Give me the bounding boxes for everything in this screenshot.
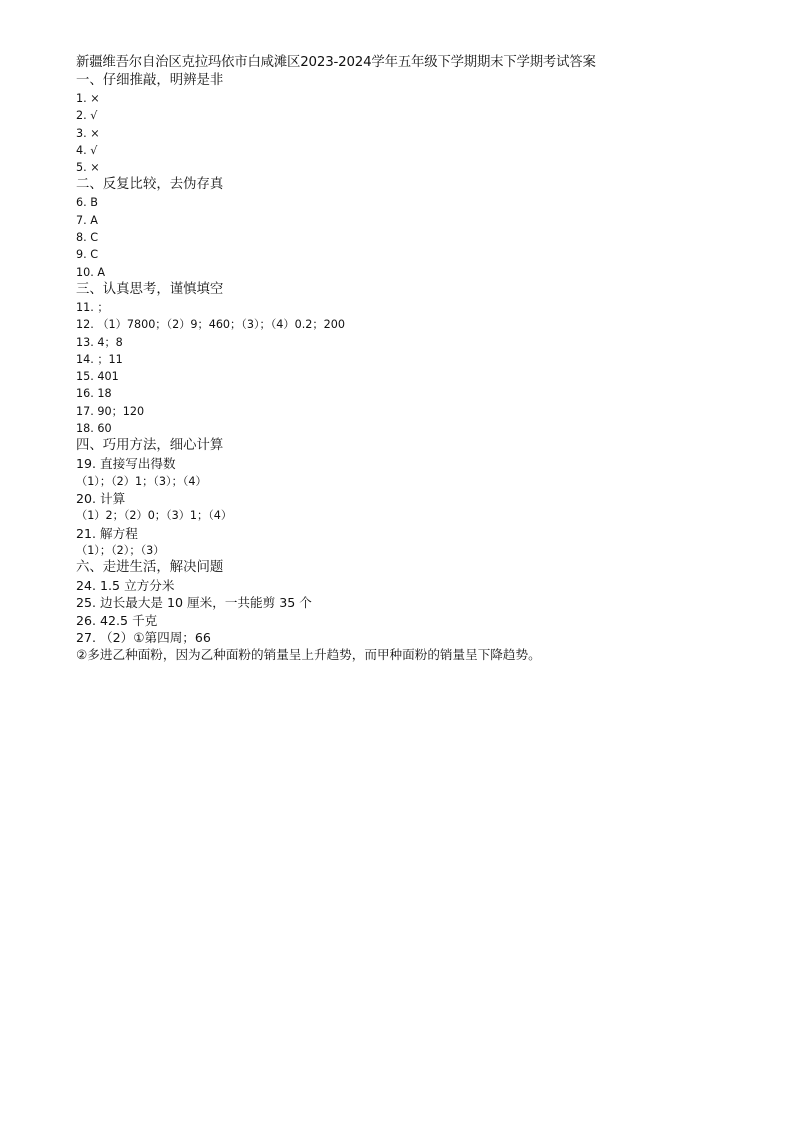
answer-line: 21. 解方程 (76, 525, 138, 541)
answer-line: 27. （2）①第四周；66 (76, 630, 211, 646)
answer-line: 12. （1）7800；（2）9；460；（3）；（4）0.2；200 (76, 318, 345, 332)
answer-line: 10. A (76, 265, 106, 279)
answer-line: 3. × (76, 126, 100, 140)
answer-line: 2. √ (76, 109, 98, 123)
section-heading-1: 一、仔细推敲，明辨是非 (76, 73, 224, 88)
answer-line: （1）；（2）；（3） (76, 543, 165, 557)
answer-line: 5. × (76, 161, 100, 175)
document-title: 新疆维吾尔自治区克拉玛依市白咸滩区2023-2024学年五年级下学期期末下学期考试答案 (76, 55, 596, 70)
answer-line: 18. 60 (76, 422, 112, 436)
answer-line: 25. 边长最大是 10 厘米，一共能剪 35 个 (76, 595, 312, 611)
answer-line: 7. A (76, 213, 98, 227)
section-heading-2: 二、反复比较，去伪存真 (76, 177, 224, 193)
answer-line: 17. 90；120 (76, 404, 145, 418)
answer-document (76, 54, 766, 664)
answer-line: 6. B (76, 196, 98, 210)
answer-line: 24. 1.5 立方分米 (76, 578, 175, 594)
answer-line: 1. × (76, 92, 100, 105)
answer-line: 8. C (76, 231, 99, 245)
section-heading-4: 四、巧用方法，细心计算 (76, 438, 224, 454)
section-heading-3: 三、认真思考，谨慎填空 (76, 281, 224, 297)
answer-line: （1）2；（2）0；（3）1；（4） (76, 509, 233, 523)
answer-line: 19. 直接写出得数 (76, 456, 176, 472)
answer-line: 13. 4；8 (76, 335, 123, 349)
answer-line: 16. 18 (76, 387, 112, 401)
answer-line: 11. ； (76, 300, 109, 314)
answer-line: 14. ；11 (76, 352, 123, 366)
answer-line: 15. 401 (76, 370, 119, 384)
answer-line: ②多进乙种面粉，因为乙种面粉的销量呈上升趋势，而甲种面粉的销量呈下降趋势。 (76, 647, 541, 663)
section-heading-6: 六、走进生活，解决问题 (76, 560, 224, 576)
answer-line: 9. C (76, 248, 99, 262)
answer-line: 20. 计算 (76, 490, 126, 506)
answer-line: 4. √ (76, 143, 98, 157)
answer-line: 26. 42.5 千克 (76, 612, 158, 628)
answer-line: （1）；（2）1；（3）；（4） (76, 474, 207, 488)
